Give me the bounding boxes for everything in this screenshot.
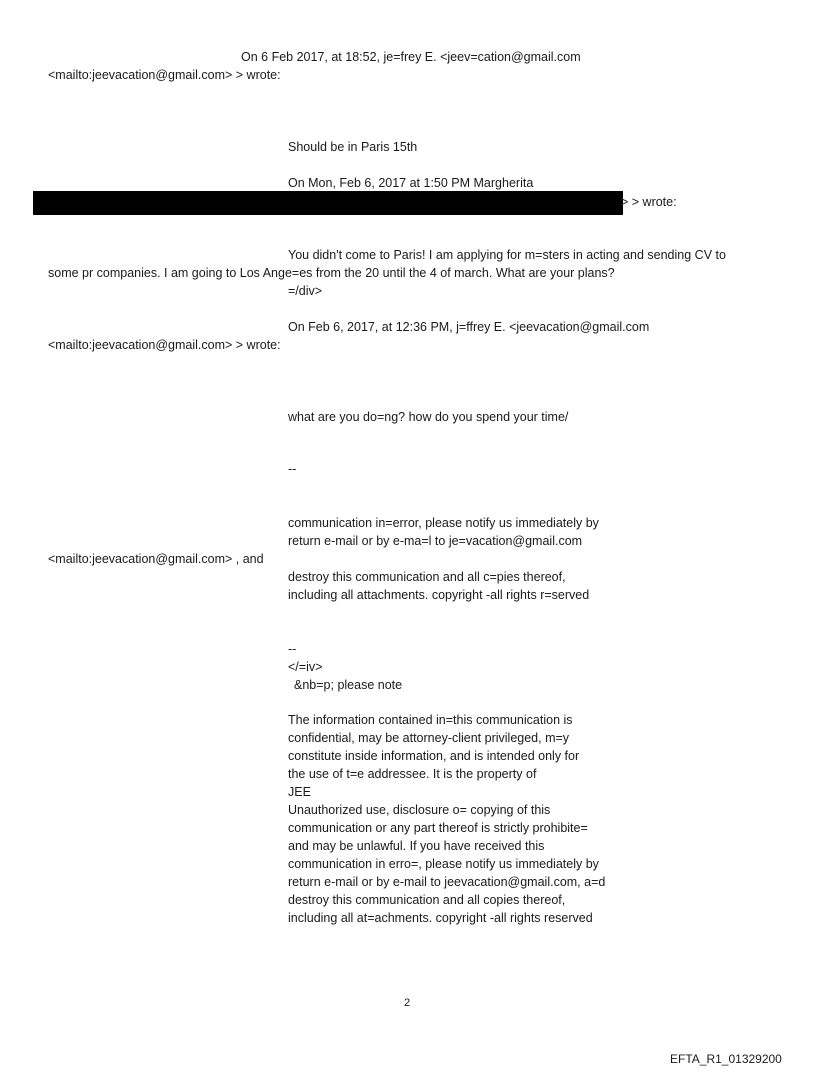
page-number: 2 bbox=[404, 997, 411, 1009]
disclaimer2-div-close: </=iv> bbox=[288, 660, 323, 674]
disclaimer2-line: constitute inside information, and is intended only for bbox=[288, 749, 580, 763]
disclaimer2-line: JEE bbox=[288, 785, 311, 799]
disclaimer1-line-4: destroy this communication and all c=pies thereof, bbox=[288, 570, 566, 584]
disclaimer1-line-1: communication in=error, please notify us immediately by bbox=[288, 516, 599, 530]
disclaimer1-line-2: return e-mail or by e-ma=l to je=vacation@gmail.com bbox=[288, 534, 583, 548]
redaction-bar bbox=[33, 191, 623, 215]
document-id: EFTA_R1_01329200 bbox=[670, 1052, 782, 1066]
reply1-quote-line-1: On Mon, Feb 6, 2017 at 1:50 PM Margherita bbox=[288, 176, 534, 190]
disclaimer2-line: communication or any part thereof is strictly prohibite= bbox=[288, 821, 588, 835]
disclaimer2-separator: -- bbox=[288, 642, 297, 656]
disclaimer2-line: communication in erro=, please notify us immediately by bbox=[288, 857, 599, 871]
reply3-body: what are you do=ng? how do you spend your time/ bbox=[288, 410, 569, 424]
disclaimer2-line: destroy this communication and all copies thereof, bbox=[288, 893, 566, 907]
disclaimer2-line: Unauthorized use, disclosure o= copying of this bbox=[288, 803, 551, 817]
reply2-line-3: =/div> bbox=[288, 284, 323, 298]
reply1-body: Should be in Paris 15th bbox=[288, 140, 418, 154]
disclaimer2-note: &nb=p; please note bbox=[294, 678, 403, 692]
disclaimer2-line: return e-mail or by e-mail to jeevacation@gmail.com, a=d bbox=[288, 875, 606, 889]
disclaimer2-line: the use of t=e addressee. It is the property of bbox=[288, 767, 537, 781]
disclaimer1-line-3: <mailto:jeevacation@gmail.com> , and bbox=[48, 552, 264, 566]
disclaimer2-line: including all at=achments. copyright -all rights reserved bbox=[288, 911, 593, 925]
disclaimer2-line: confidential, may be attorney-client privileged, m=y bbox=[288, 731, 570, 745]
header-line-1: On 6 Feb 2017, at 18:52, je=frey E. <jeev=cation@gmail.com bbox=[241, 50, 581, 64]
signature-separator: -- bbox=[288, 462, 297, 476]
disclaimer2-line: The information contained in=this communication is bbox=[288, 713, 573, 727]
disclaimer1-line-5: including all attachments. copyright -all rights r=served bbox=[288, 588, 590, 602]
reply2-line-1: You didn't come to Paris! I am applying for m=sters in acting and sending CV to bbox=[288, 248, 726, 262]
reply3-quote-line-2: <mailto:jeevacation@gmail.com> > wrote: bbox=[48, 338, 281, 352]
header-line-2: <mailto:jeevacation@gmail.com> > wrote: bbox=[48, 68, 281, 82]
reply3-quote-line-1: On Feb 6, 2017, at 12:36 PM, j=ffrey E. <jeevacation@gmail.com bbox=[288, 320, 650, 334]
reply2-line-2: some pr companies. I am going to Los Ange=es from the 20 until the 4 of march. What are your plans? bbox=[48, 266, 615, 280]
disclaimer2-line: and may be unlawful. If you have received this bbox=[288, 839, 545, 853]
reply1-quote-line-2-tail: > > wrote: bbox=[621, 195, 677, 209]
